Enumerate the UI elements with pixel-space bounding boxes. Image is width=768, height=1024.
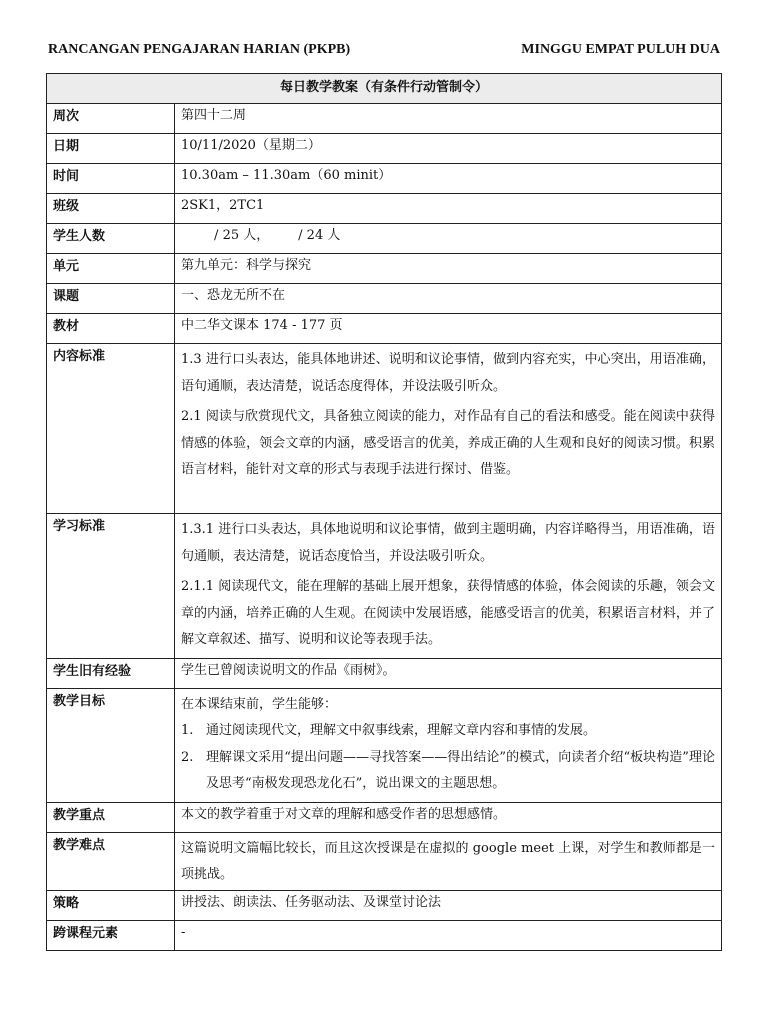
objective-text: 通过阅读现代文，理解文中叙事线索，理解文章内容和事情的发展。 — [206, 723, 597, 738]
list-item — [181, 718, 715, 745]
row-label: 教学目标 — [47, 688, 175, 802]
row-label: 课题 — [47, 284, 175, 314]
row-label: 教学重点 — [47, 802, 175, 832]
list-item — [181, 745, 715, 798]
row-label: 内容标准 — [47, 344, 175, 514]
header-left-title: RANCANGAN PENGAJARAN HARIAN (PKPB) — [48, 42, 351, 57]
row-value: 讲授法、朗读法、任务驱动法、及课堂讨论法 — [175, 890, 722, 920]
row-label: 单元 — [47, 254, 175, 284]
row-value: 本文的教学着重于对文章的理解和感受作者的思想感情。 — [175, 802, 722, 832]
row-strategy — [47, 890, 722, 920]
objective-text: 理解课文采用“提出问题——寻找答案——得出结论”的模式，向读者介绍“板块构造”理论及思考“南极发现恐龙化石”，说出课文的主题思想。 — [206, 749, 715, 791]
row-value: - — [175, 920, 722, 950]
row-students — [47, 224, 722, 254]
row-class — [47, 194, 722, 224]
table-title: 每日教学教案（有条件行动管制令） — [47, 74, 722, 104]
row-value: 第九单元：科学与探究 — [175, 254, 722, 284]
lesson-plan-table — [46, 73, 722, 951]
row-value: / 25 人， / 24 人 — [175, 224, 722, 254]
row-value: 10.30am – 11.30am（60 minit） — [175, 164, 722, 194]
objective-number: 1. — [181, 723, 194, 738]
row-label: 周次 — [47, 104, 175, 134]
row-time — [47, 164, 722, 194]
row-teaching-difficulty — [47, 832, 722, 890]
row-value: 10/11/2020（星期二） — [175, 134, 722, 164]
row-value: 学生已曾阅读说明文的作品《雨树》。 — [175, 658, 722, 688]
row-cross-curricular — [47, 920, 722, 950]
row-week — [47, 104, 722, 134]
row-topic — [47, 284, 722, 314]
page-header — [48, 42, 720, 58]
row-label: 时间 — [47, 164, 175, 194]
row-value: 中二华文课本 174 - 177 页 — [175, 314, 722, 344]
row-label: 学生人数 — [47, 224, 175, 254]
row-value: 2SK1，2TC1 — [175, 194, 722, 224]
row-label: 班级 — [47, 194, 175, 224]
learning-standard-2-1-1: 2.1.1 阅读现代文，能在理解的基础上展开想象，获得情感的体验，体会阅读的乐趣，领会文章的内涵，培养正确的人生观。在阅读中发展语感，能感受语言的优美，积累语言材料，并了解文章叙述、描写、说明和议论等表现手法。 — [181, 579, 715, 647]
row-learning-standard — [47, 514, 722, 659]
content-standard-1-3: 1.3 进行口头表达，能具体地讲述、说明和议论事情，做到内容充实，中心突出，用语准确，语句通顺，表达清楚，说话态度得体，并设法吸引听众。 — [181, 352, 715, 394]
row-label: 策略 — [47, 890, 175, 920]
row-label: 跨课程元素 — [47, 920, 175, 950]
row-label: 学生旧有经验 — [47, 658, 175, 688]
row-objectives — [47, 688, 722, 802]
row-label: 学习标准 — [47, 514, 175, 659]
learning-standard-1-3-1: 1.3.1 进行口头表达，具体地说明和议论事情，做到主题明确，内容详略得当，用语准确，语句通顺，表达清楚，说话态度恰当，并设法吸引听众。 — [181, 522, 715, 564]
row-unit — [47, 254, 722, 284]
row-value: 这篇说明文篇幅比较长，而且这次授课是在虚拟的 google meet 上课，对学生和教师都是一项挑战。 — [181, 840, 715, 882]
row-label: 教材 — [47, 314, 175, 344]
row-label: 日期 — [47, 134, 175, 164]
header-right-week: MINGGU EMPAT PULUH DUA — [521, 42, 720, 57]
row-material — [47, 314, 722, 344]
row-teaching-focus — [47, 802, 722, 832]
row-content-standard — [47, 344, 722, 514]
content-standard-2-1: 2.1 阅读与欣赏现代文，具备独立阅读的能力，对作品有自己的看法和感受。能在阅读中获得情感的体验，领会文章的内涵，感受语言的优美，养成正确的人生观和良好的阅读习惯。积累语言材料，能针对文章的形式与表现手法进行探讨、借鉴。 — [181, 409, 715, 477]
row-date — [47, 134, 722, 164]
row-value: 第四十二周 — [175, 104, 722, 134]
objectives-intro: 在本课结束前，学生能够： — [181, 696, 338, 712]
row-value: 一、恐龙无所不在 — [175, 284, 722, 314]
row-prior-knowledge — [47, 658, 722, 688]
row-label: 教学难点 — [47, 832, 175, 890]
objective-number: 2. — [181, 749, 194, 765]
